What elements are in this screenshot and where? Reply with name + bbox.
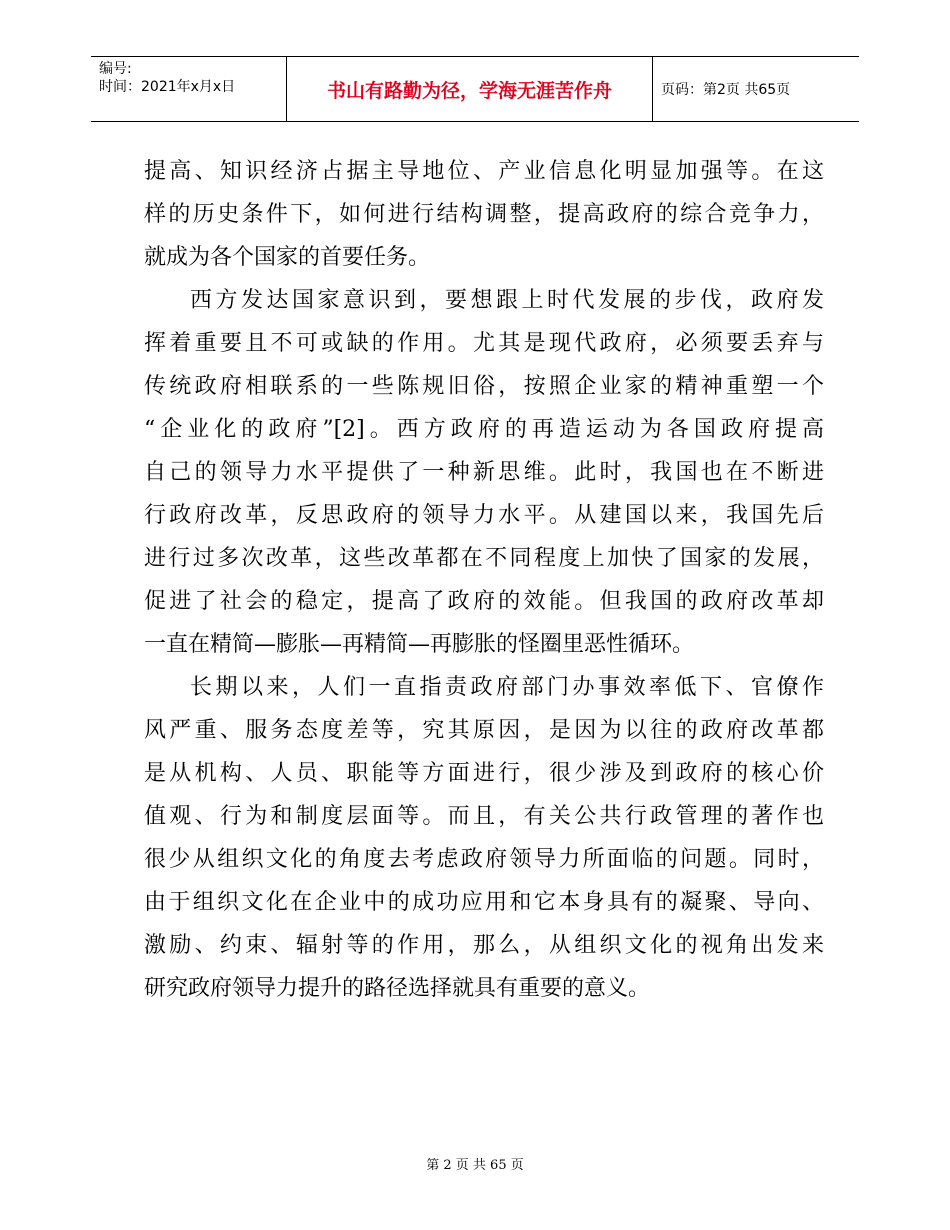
body-line: 风严重、服务态度差等，究其原因，是因为以往的政府改革都 [144,718,824,743]
body-line: 样的历史条件下，如何进行结构调整，提高政府的综合竞争力， [144,202,824,227]
body-line: 就成为各个国家的首要任务。 [144,245,431,270]
document-body [144,150,824,1010]
body-line: 传统政府相联系的一些陈规旧俗，按照企业家的精神重塑一个 [144,374,824,399]
body-line: 很少从组织文化的角度去考虑政府领导力所面临的问题。同时， [144,847,824,872]
body-line: 长期以来，人们一直指责政府部门办事效率低下、官僚作 [190,675,824,700]
document-number-label: 编号: [99,61,132,77]
body-line: 行政府改革，反思政府的领导力水平。从建国以来，我国先后 [144,503,824,528]
body-line: 西方发达国家意识到，要想跟上时代发展的步伐，政府发 [190,288,824,313]
header-page-info: 页码：第2页 共65页 [661,82,791,98]
body-line: 是从机构、人员、职能等方面进行，很少涉及到政府的核心价 [144,761,824,786]
body-line: 挥着重要且不可或缺的作用。尤其是现代政府，必须要丢弃与 [144,331,824,356]
body-line: 由于组织文化在企业中的成功应用和它本身具有的凝聚、导向、 [144,890,824,915]
page-header [91,56,859,122]
body-line: 激励、约束、辐射等的作用，那么，从组织文化的视角出发来 [144,933,824,958]
body-line: 促进了社会的稳定，提高了政府的效能。但我国的政府改革却 [144,589,824,614]
body-line: 一直在精简—膨胀—再精简—再膨胀的怪圈里恶性循环。 [144,632,695,657]
body-line: “企业化的政府”[2]。西方政府的再造运动为各国政府提高 [144,417,824,442]
body-line: 进行过多次改革，这些改革都在不同程度上加快了国家的发展， [144,546,824,571]
body-line: 提高、知识经济占据主导地位、产业信息化明显加强等。在这 [144,159,824,184]
body-line: 值观、行为和制度层面等。而且，有关公共行政管理的著作也 [144,804,824,829]
document-time-label: 时间：2021年x月x日 [99,79,236,95]
body-line: 自己的领导力水平提供了一种新思维。此时，我国也在不断进 [144,460,824,485]
page-footer: 第 2 页 共 65 页 [426,1158,524,1173]
header-motto: 书山有路勤为径，学海无涯苦作舟 [326,79,612,102]
header-meta [99,60,235,96]
body-line: 研究政府领导力提升的路径选择就具有重要的意义。 [144,976,651,1001]
